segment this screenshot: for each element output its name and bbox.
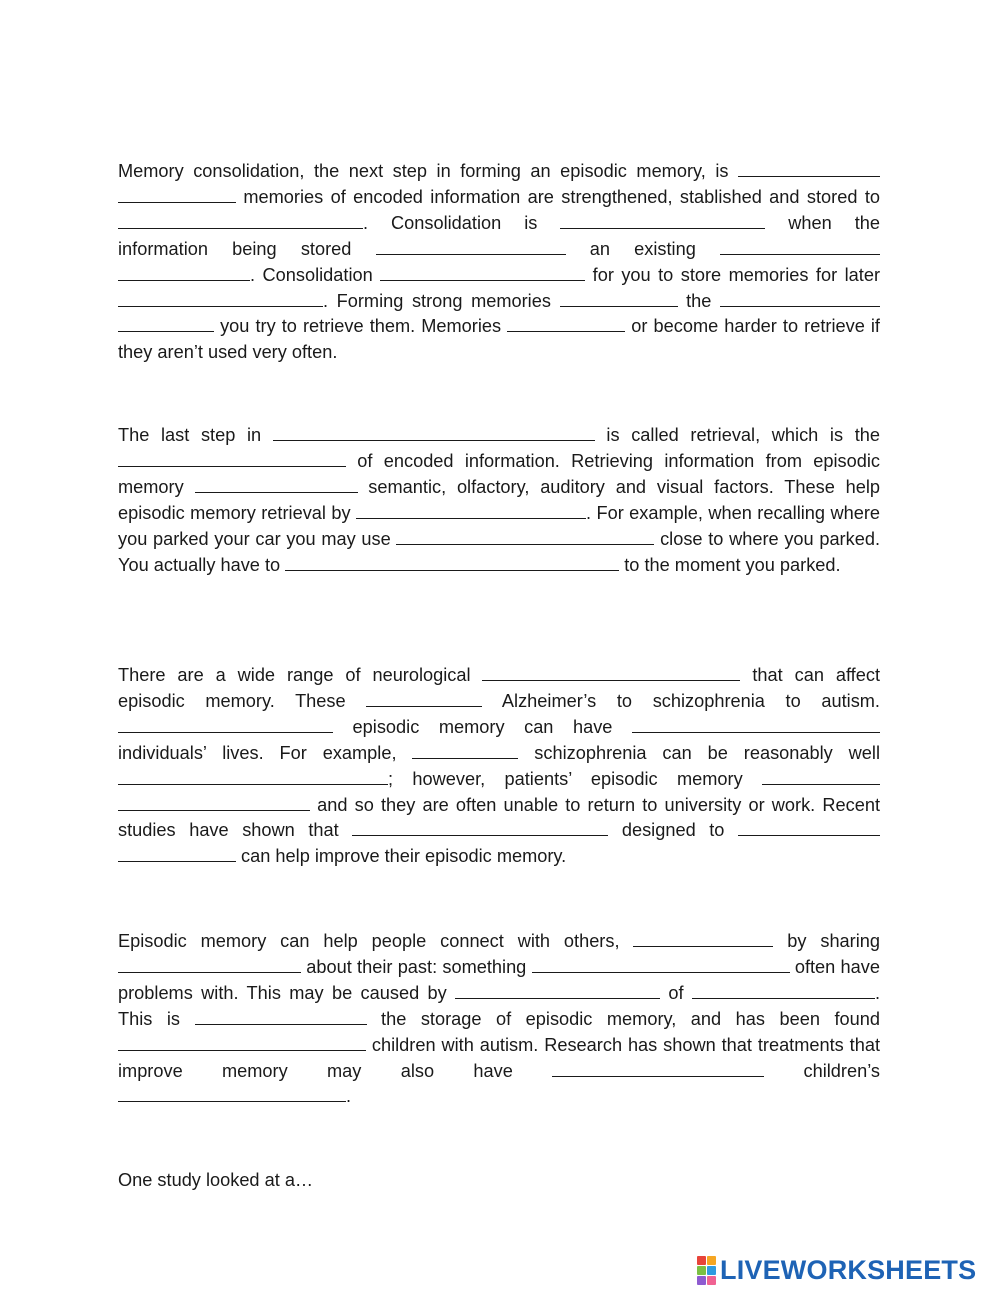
text-segment: when the information being stored: [118, 212, 880, 259]
answer-blank[interactable]: [118, 1033, 366, 1051]
answer-blank[interactable]: [380, 263, 585, 281]
text-segment: . Forming strong memories: [323, 290, 560, 311]
text-segment: that can affect episodic memory. These: [118, 665, 880, 711]
answer-blank[interactable]: [118, 793, 310, 811]
logo-tile: [697, 1256, 706, 1265]
logo-tile: [707, 1256, 716, 1265]
text-segment: .: [346, 1086, 352, 1107]
answer-blank[interactable]: [720, 237, 880, 255]
answer-blank[interactable]: [118, 715, 333, 733]
text-segment: often have problems with. This may be caused by: [118, 956, 880, 1003]
logo-tile: [707, 1276, 716, 1285]
logo-tile: [707, 1266, 716, 1275]
answer-blank[interactable]: [195, 1007, 367, 1025]
paragraph-neurological: [118, 663, 880, 870]
answer-blank[interactable]: [352, 818, 608, 836]
answer-blank[interactable]: [632, 715, 880, 733]
answer-blank[interactable]: [412, 741, 518, 759]
text-segment: individuals’ lives. For example,: [118, 742, 413, 763]
answer-blank[interactable]: [560, 289, 678, 307]
text-segment: . For example, when recalling where you parked your car you may use: [118, 502, 880, 549]
text-segment: One study looked at a…: [118, 1170, 314, 1190]
answer-blank[interactable]: [273, 423, 595, 441]
text-segment: memories of encoded information are strengthened, stablished and stored to: [236, 186, 880, 207]
answer-blank[interactable]: [720, 289, 880, 307]
logo-tile: [697, 1266, 706, 1275]
answer-blank[interactable]: [356, 501, 586, 519]
logo-text: LIVEWORKSHEETS: [720, 1254, 977, 1285]
paragraph-social: [118, 929, 880, 1110]
text-segment: children with autism. Research has shown that treatments that improve memory may also have: [118, 1034, 880, 1081]
answer-blank[interactable]: [118, 263, 250, 281]
liveworksheets-logo: [697, 1254, 976, 1286]
answer-blank[interactable]: [532, 955, 790, 973]
answer-blank[interactable]: [118, 1084, 346, 1102]
answer-blank[interactable]: [507, 314, 625, 332]
logo-tile: [697, 1276, 706, 1285]
answer-blank[interactable]: [552, 1059, 764, 1077]
answer-blank[interactable]: [376, 237, 566, 255]
answer-blank[interactable]: [738, 818, 880, 836]
text-segment: an existing: [565, 238, 720, 259]
answer-blank[interactable]: [118, 289, 323, 307]
paragraph-consolidation: [118, 159, 880, 366]
answer-blank[interactable]: [118, 449, 346, 467]
answer-blank[interactable]: [118, 185, 236, 203]
text-segment: of encoded information. Retrieving information from episodic memory: [118, 450, 880, 497]
text-segment: the: [677, 290, 721, 311]
text-segment: for you to store memories for later: [585, 264, 880, 285]
answer-blank[interactable]: [118, 767, 388, 785]
answer-blank[interactable]: [560, 211, 765, 229]
text-segment: schizophrenia can be reasonably well: [518, 742, 880, 763]
text-segment: about their past: something: [301, 956, 532, 977]
text-segment: designed to: [608, 820, 739, 841]
paragraph-study: [118, 1168, 880, 1194]
text-segment: to the moment you parked.: [619, 554, 841, 575]
answer-blank[interactable]: [195, 475, 358, 493]
answer-blank[interactable]: [633, 929, 773, 947]
text-segment: or become harder to retrieve if they aren’t used very often.: [118, 316, 880, 363]
answer-blank[interactable]: [455, 981, 660, 999]
answer-blank[interactable]: [366, 689, 482, 707]
text-segment: the storage of episodic memory, and has been found: [366, 1008, 880, 1029]
text-segment: episodic memory can have: [333, 716, 632, 737]
text-segment: you try to retrieve them. Memories: [214, 316, 508, 337]
paragraph-retrieval: [118, 423, 880, 578]
text-segment: . This is: [118, 982, 880, 1029]
text-segment: of: [660, 982, 692, 1003]
text-segment: and so they are often unable to return to university or work. Recent studies have shown that: [118, 794, 880, 841]
answer-blank[interactable]: [738, 159, 880, 177]
answer-blank[interactable]: [118, 211, 363, 229]
answer-blank[interactable]: [396, 527, 654, 545]
text-segment: ; however, patients’ episodic memory: [388, 768, 762, 789]
logo-mark-icon: [697, 1256, 716, 1285]
text-segment: close to where you parked. You actually have to: [118, 528, 880, 575]
answer-blank[interactable]: [285, 553, 619, 571]
answer-blank[interactable]: [762, 767, 880, 785]
answer-blank[interactable]: [118, 314, 214, 332]
text-segment: There are a wide range of neurological: [118, 665, 483, 685]
text-segment: Alzheimer’s to schizophrenia to autism.: [482, 690, 880, 711]
text-segment: semantic, olfactory, auditory and visual factors. These help episodic memory retrieval by: [118, 476, 881, 523]
text-segment: children’s: [764, 1060, 880, 1081]
text-segment: . Consolidation: [250, 264, 381, 285]
text-segment: by sharing: [773, 931, 880, 951]
text-segment: The last step in: [118, 425, 273, 445]
text-segment: is called retrieval, which is the: [594, 425, 880, 445]
answer-blank[interactable]: [692, 981, 875, 999]
text-segment: Memory consolidation, the next step in forming an episodic memory, is: [118, 161, 738, 181]
text-segment: can help improve their episodic memory.: [236, 846, 567, 867]
text-segment: Episodic memory can help people connect with others,: [118, 931, 634, 951]
answer-blank[interactable]: [118, 955, 301, 973]
text-segment: . Consolidation is: [363, 212, 561, 233]
answer-blank[interactable]: [482, 663, 740, 681]
answer-blank[interactable]: [118, 844, 236, 862]
